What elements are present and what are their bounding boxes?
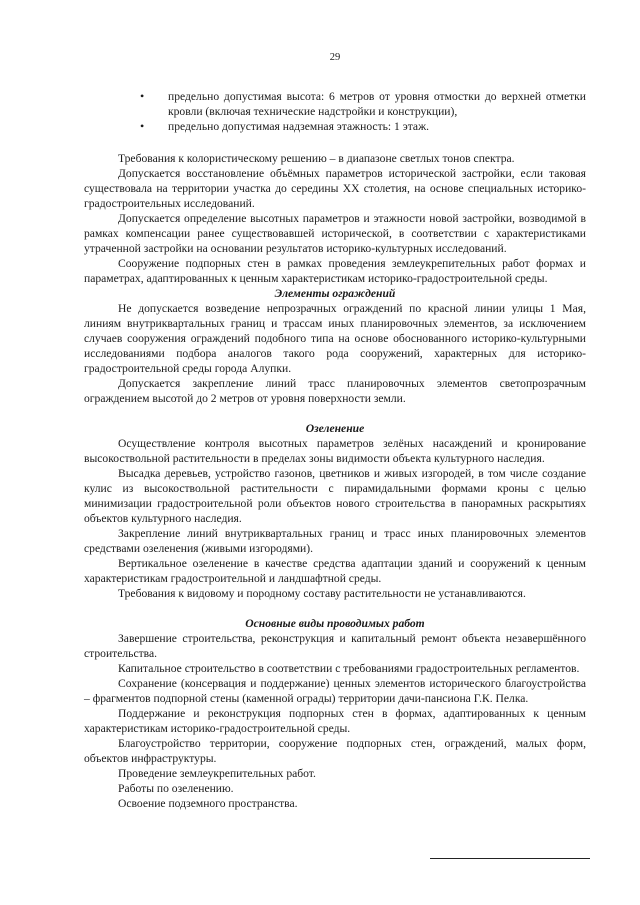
paragraph: Требования к видовому и породному составу растительности не устанавливаются. xyxy=(118,587,526,600)
section-fences xyxy=(84,286,586,406)
paragraph: Благоустройство территории, сооружение подпорных стен, ограждений, малых форм, объектов инфраструктуры. xyxy=(84,737,586,765)
section-heading: Основные виды проводимых работ xyxy=(245,617,425,630)
section-works xyxy=(84,616,586,811)
paragraph: Сохранение (консервация и поддержание) ценных элементов исторического благоустройства – фрагментов подпорной стены (каменной ограды) территории дачи-пансиона Г.К. Пелка. xyxy=(84,677,586,705)
paragraph: Сооружение подпорных стен в рамках проведения землеукрепительных работ формах и параметрах, адаптированных к ценным характеристикам историко-градостроительной среды. xyxy=(84,257,586,285)
paragraph: Допускается определение высотных параметров и этажности новой застройки, возводимой в рамках компенсации ранее существовавшей исторической, в соответствии с характеристиками утраченной застройки на основании результатов историко-культурных исследований. xyxy=(84,212,586,255)
paragraph: Капитальное строительство в соответствии с требованиями градостроительных регламентов. xyxy=(118,662,580,675)
paragraph: Работы по озеленению. xyxy=(118,782,234,795)
paragraph: Допускается закрепление линий трасс планировочных элементов светопрозрачным ограждением высотой до 2 метров от уровня поверхности земли. xyxy=(84,377,586,405)
section-heading: Элементы ограждений xyxy=(274,287,396,300)
paragraph: Допускается восстановление объёмных параметров исторической застройки, если таковая существовала на территории участка до середины XX столетия, на основе специальных историко-градостроительных исследований. xyxy=(84,167,586,210)
paragraph: Освоение подземного пространства. xyxy=(118,797,298,810)
list-item: • предельно допустимая высота: 6 метров от уровня отмостки до верхней отметки кровли (включая технические надстройки и конструкции), xyxy=(140,89,586,119)
paragraph: Высадка деревьев, устройство газонов, цветников и живых изгородей, в том числе создание кулис из высокоствольной растительности с пирамидальными формами кроны с целью минимизации градостроительной роли объектов нового строительства в панорамных раскрытиях объектов культурного наследия. xyxy=(84,467,586,525)
paragraph: Не допускается возведение непрозрачных ограждений по красной линии улицы 1 Мая, линиям внутриквартальных границ и трассам иных планировочных элементов, за исключением случаев сооружения ограждений подобного типа на основе обоснованного историко-культурными исследованиями подбора аналогов такого рода сооружений, характерных для историко-градостроительной среды города Алупки. xyxy=(84,302,586,375)
paragraph: Закрепление линий внутриквартальных границ и трасс иных планировочных элементов средствами озеленения (живыми изгородями). xyxy=(84,527,586,555)
height-limits-list xyxy=(84,89,586,134)
paragraph: Осуществление контроля высотных параметров зелёных насаждений и кронирование высокоствольной растительности в пределах зоны видимости объекта культурного наследия. xyxy=(84,437,586,465)
list-item: • предельно допустимая надземная этажность: 1 этаж. xyxy=(140,119,586,134)
section-heading: Озеленение xyxy=(305,422,365,435)
spacer xyxy=(84,601,586,616)
paragraph: Завершение строительства, реконструкция и капитальный ремонт объекта незавершённого строительства. xyxy=(84,632,586,660)
intro-block xyxy=(84,151,586,286)
page-number: 29 xyxy=(329,52,341,63)
paragraph: Поддержание и реконструкция подпорных стен в формах, адаптированных к ценным характеристикам историко-градостроительной среды. xyxy=(84,707,586,735)
footer-rule xyxy=(430,858,590,859)
paragraph: Проведение землеукрепительных работ. xyxy=(118,767,316,780)
spacer xyxy=(84,406,586,421)
paragraph: Вертикальное озеленение в качестве средства адаптации зданий и сооружений к ценным характеристикам градостроительной и ландшафтной среды. xyxy=(84,557,586,585)
paragraph: Требования к колористическому решению – в диапазоне светлых тонов спектра. xyxy=(118,152,515,165)
section-greening xyxy=(84,421,586,601)
